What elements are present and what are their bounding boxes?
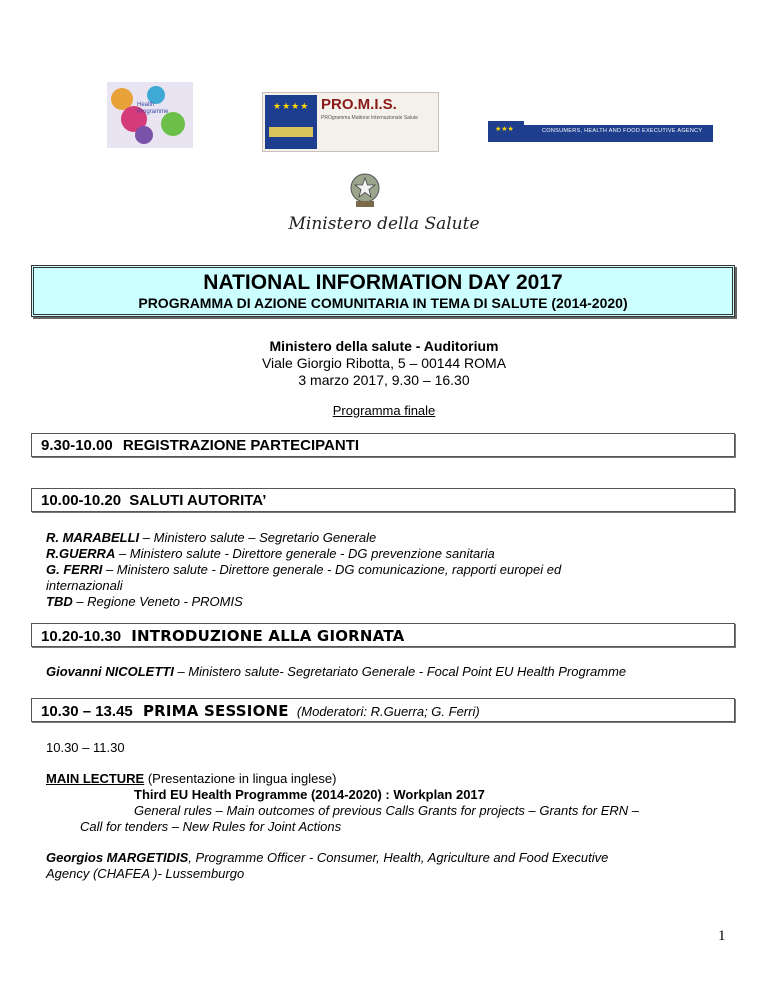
speaker-line: R. MARABELLI – Ministero salute – Segretario Generale <box>46 530 377 545</box>
lecture-speaker-line: Georgios MARGETIDIS, Programme Officer - Consumer, Health, Agriculture and Food Executive <box>46 850 609 865</box>
section-title: REGISTRAZIONE PARTECIPANTI <box>122 437 360 454</box>
speaker-line: internazionali <box>46 578 123 593</box>
section-moderators: (Moderatori: R.Guerra; G. Ferri) <box>296 704 480 719</box>
page-title: NATIONAL INFORMATION DAY 2017 <box>203 271 563 294</box>
venue-address: Viale Giorgio Ribotta, 5 – 00144 ROMA <box>261 355 507 371</box>
promis-title: PRO.M.I.S. <box>321 96 397 113</box>
speaker-line: R.GUERRA – Ministero salute - Direttore generale - DG prevenzione sanitaria <box>46 546 495 561</box>
event-date: 3 marzo 2017, 9.30 – 16.30 <box>298 372 470 388</box>
section-title: SALUTI AUTORITA’ <box>129 492 267 509</box>
speaker-line: G. FERRI – Ministero salute - Direttore generale - DG comunicazione, rapporti europei ed <box>46 562 562 577</box>
section-saluti <box>31 488 735 512</box>
lecture-speaker-line: Agency (CHAFEA )- Lussemburgo <box>46 866 245 881</box>
main-lecture-desc: General rules – Main outcomes of previous Calls Grants for projects – Grants for ERN – <box>134 803 640 818</box>
promis-subtitle: PROgramma Mattone Internazionale Salute <box>321 115 418 121</box>
section-introduzione <box>31 623 735 647</box>
health-programme-logo <box>107 82 193 148</box>
main-lecture-note: (Presentazione in lingua inglese) <box>144 771 337 786</box>
main-lecture-title: Third EU Health Programme (2014-2020) : Workplan 2017 <box>134 787 485 802</box>
main-lecture-line <box>46 771 336 786</box>
main-lecture-label: MAIN LECTURE <box>46 771 145 786</box>
programme-label: Programma finale <box>332 403 436 418</box>
health-programme-text: Health Programme <box>137 102 169 115</box>
chafea-text: CONSUMERS, HEALTH AND FOOD EXECUTIVE AGENCY <box>542 128 703 134</box>
section-prima-sessione <box>31 698 735 722</box>
section-title: PRIMA SESSIONE <box>142 702 289 720</box>
main-lecture-desc: Call for tenders – New Rules for Joint Actions <box>80 819 342 834</box>
italian-emblem-icon <box>348 170 382 210</box>
section-registrazione <box>31 433 735 457</box>
section-time: 10.00-10.20 <box>41 492 122 509</box>
session-time: 10.30 – 11.30 <box>46 740 125 755</box>
page-number: 1 <box>718 928 726 944</box>
section-time: 9.30-10.00 <box>41 437 113 454</box>
speaker-line: TBD – Regione Veneto - PROMIS <box>46 594 243 609</box>
intro-speaker-line: Giovanni NICOLETTI – Ministero salute- Segretariato Generale - Focal Point EU Health Programme <box>46 664 627 679</box>
venue-name: Ministero della salute - Auditorium <box>269 338 499 354</box>
ministero-salute-logo-text: Ministero della Salute <box>288 214 480 234</box>
title-box <box>31 265 735 317</box>
page-subtitle: PROGRAMMA DI AZIONE COMUNITARIA IN TEMA DI SALUTE (2014-2020) <box>138 295 628 311</box>
section-time: 10.30 – 13.45 <box>41 703 133 720</box>
section-time: 10.20-10.30 <box>41 628 122 645</box>
promis-logo: ★★★★ PRO.M.I.S. PROgramma Mattone Internazionale Salute <box>262 92 439 152</box>
section-title: INTRODUZIONE ALLA GIORNATA <box>131 627 405 645</box>
chafea-logo: ★★★ CONSUMERS, HEALTH AND FOOD EXECUTIVE AGENCY <box>488 121 713 142</box>
